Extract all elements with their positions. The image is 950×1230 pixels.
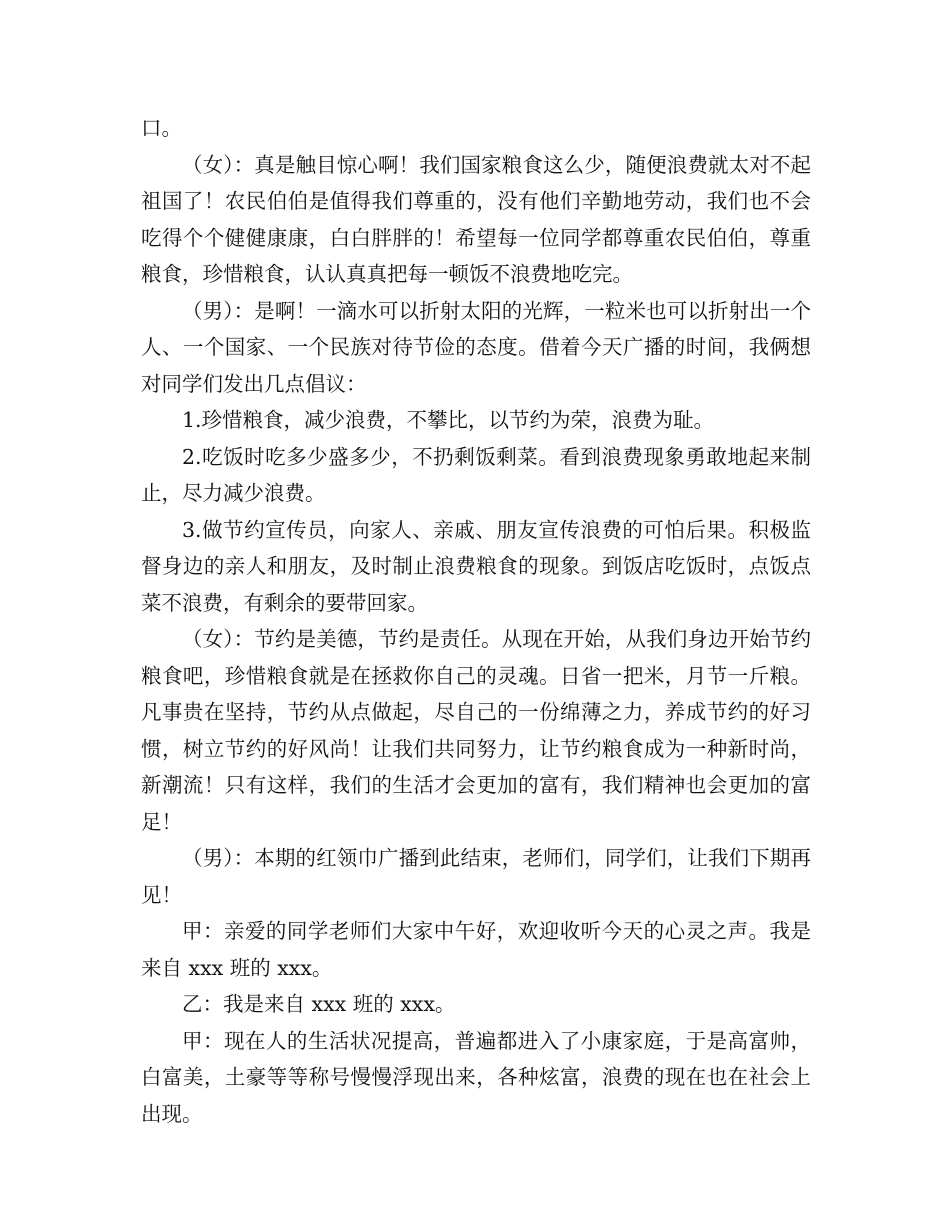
paragraph-male-2: （男）：本期的红领巾广播到此结束，老师们，同学们，让我们下期再见！ xyxy=(141,846,811,907)
proposal-item-1: 1.珍惜粮食，减少浪费，不攀比，以节约为荣，浪费为耻。 xyxy=(182,408,715,432)
proposal-item-2: 2.吃饭时吃多少盛多少，不扔剩饭剩菜。看到浪费现象勇敢地起来制止，尽力减少浪费。 xyxy=(141,444,811,505)
paragraph-yi-1: 乙：我是来自 xxx 班的 xxx。 xyxy=(182,992,456,1016)
paragraph-continued: 口。 xyxy=(141,116,182,140)
paragraph-female-1: （女）：真是触目惊心啊！我们国家粮食这么少，随便浪费就太对不起祖国了！农民伯伯是值得我们尊重的，没有他们辛勤地劳动，我们也不会吃得个个健健康康，白白胖胖的！希望每一位同学都尊重农民伯伯，尊重粮食，珍惜粮食，认认真真把每一顿饭不浪费地吃完。 xyxy=(141,152,811,286)
paragraph-jia-1: 甲：亲爱的同学老师们大家中午好，欢迎收听今天的心灵之声。我是来自 xxx 班的 xxx。 xyxy=(141,919,811,980)
paragraph-male-1: （男）：是啊！一滴水可以折射太阳的光辉，一粒米也可以折射出一个人、一个国家、一个民族对待节俭的态度。借着今天广播的时间，我俩想对同学们发出几点倡议： xyxy=(141,298,811,396)
paragraph-female-2: （女）：节约是美德，节约是责任。从现在开始，从我们身边开始节约粮食吧，珍惜粮食就是在拯救你自己的灵魂。日省一把米，月节一斤粮。凡事贵在坚持，节约从点做起，尽自己的一份绵薄之力，养成节约的好习惯，树立节约的好风尚！让我们共同努力，让节约粮食成为一种新时尚，新潮流！只有这样，我们的生活才会更加的富有，我们精神也会更加的富足！ xyxy=(141,627,811,834)
proposal-item-3: 3.做节约宣传员，向家人、亲戚、朋友宣传浪费的可怕后果。积极监督身边的亲人和朋友，及时制止浪费粮食的现象。到饭店吃饭时，点饭点菜不浪费，有剩余的要带回家。 xyxy=(141,517,811,615)
paragraph-jia-2: 甲：现在人的生活状况提高，普遍都进入了小康家庭，于是高富帅，白富美，土豪等等称号慢慢浮现出来，各种炫富，浪费的现在也在社会上出现。 xyxy=(141,1028,811,1126)
document-body xyxy=(141,110,811,1132)
